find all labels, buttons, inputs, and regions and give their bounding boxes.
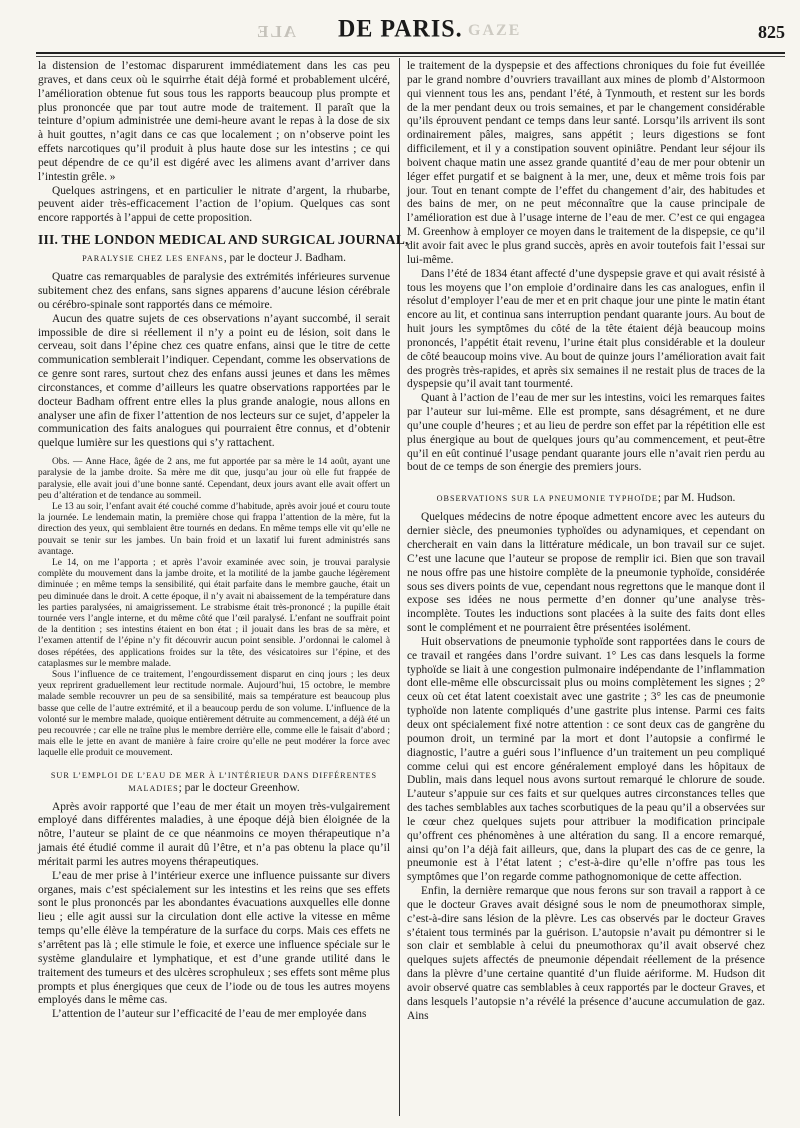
article-title bbox=[38, 769, 390, 795]
paragraph: Quelques médecins de notre époque admettent encore avec les auteurs du dernier siècle, des pneumonies typhoïdes ou adynamiques, et cependant on chercherait en vain dans la littérature médicale, un bon travail sur ce sujet. C’est une lacune que l’auteur se propose de remplir ici. Bien que son travail ne nous offre pas une histoire complète de la pneumonie typhoïde, considérée sous ses divers points de vue, cependant nous regrettons que le manque dont il expose ses idées ne nous permette d’en donner qu’une analyse très-incomplète. Toutes les inductions sont placées à la suite des faits dont elles sont le complément et ne pourraient être présentées isolément. bbox=[407, 511, 765, 635]
header-rule bbox=[36, 52, 785, 54]
running-title: DE PARIS. bbox=[338, 15, 463, 43]
observation-paragraph: Le 14, on me l’apporta ; et après l’avoir examinée avec soin, je trouvai paralysie complète du mouvement dans la jambe droite, et la motilité de la jambe gauche légèrement diminuée ; en même temps la sensibilité, qui était parfaite dans le membre gauche, était un peu diminuée dans le droit. A cette époque, il n’y avait ni abaissement de la température dans les parties paralysées, ni amaigrissement. Le strabisme était très-prononcé ; la pupille était tournée vers l’angle interne, et du même côté que l’œil paralysé. L’enfant ne souffrait point de la dentition ; ses intestins étaient en bon état ; il jouait dans les bras de sa mère, et l’examen attentif de l’épine n’y fit découvrir aucun point sensible. J’ordonnai le calomel à doses répétées, des applications froides sur la tête, des vésicatoires sur l’épine, et des cataplasmes sur le membre malade. bbox=[38, 557, 390, 669]
article-title-text: PARALYSIE CHEZ LES ENFANS bbox=[82, 254, 224, 264]
observation-paragraph: Le 13 au soir, l’enfant avait été couché comme d’habitude, après avoir joué et couru toute la journée. Le lendemain matin, la première chose qui frappa l’attention de la mère, fut la direction des yeux, qui semblaient être tournés en dedans. En même temps elle vit qu’elle ne pouvait se tenir sur les jambes. Un bain froid et un laxatif lui furent administrés sans avantage. bbox=[38, 501, 390, 557]
right-column bbox=[407, 60, 765, 1024]
bleed-through-text-right: GAZE bbox=[468, 22, 522, 39]
paragraph: Dans l’été de 1834 étant affecté d’une dyspepsie grave et qui avait résisté à tous les moyens que l’on emploie d’ordinaire dans les cas analogues, enfin il résolut d’employer l’eau de mer et en prit chaque jour une pinte le matin étant encore au lit, et continua sans interruption pendant quarante jours. Au bout de huit jours les symptômes du côté de la tête étaient déjà beaucoup moins prononcés, l’appétit était revenu, l’urine était plus considérable et la douleur de côté beaucoup moins vive. Au bout de quinze jours l’amélioration avait fait des progrès très-rapides, et après six semaines il ne restait plus de traces de la dyspepsie qu’il avait tant tourmenté. bbox=[407, 267, 765, 391]
paragraph: Quatre cas remarquables de paralysie des extrémités inférieures survenue subitement chez des enfans, sans signes apparens d’aucune lésion cérébrale ou cérébro-spinale sont rapportés dans ce mémoire. bbox=[38, 271, 390, 311]
observation-paragraph: Obs. — Anne Hace, âgée de 2 ans, me fut apportée par sa mère le 14 août, ayant une paralysie de la jambe droite. Sa mère me dit que, jusqu’au jour où elle fut frappée de paralysie, elle avait joui d’une bonne santé. Cependant, deux jours avant elle avait offert un peu d’altération et de tendance au sommeil. bbox=[38, 457, 390, 501]
paragraph: L’eau de mer prise à l’intérieur exerce une influence puissante sur divers organes, mais c’est spécialement sur les intestins et les reins que ses effets sont le plus prononcés par les abondantes évacuations auxquelles elle donne lieu ; elle agit aussi sur la circulation dont elle active la vitesse en même temps qu’elle élève la température de la surface du corps. Mais ces effets ne s’arrêtent pas là ; elle stimule le foie, et exerce une influence spéciale sur le système glandulaire et lymphatique, et est d’une grande utilité dans le traitement des tumeurs et des ulcères scrophuleux ; ses effets sont même plus prompts et plus énergiques que ceux de l’iode ou de tous les autres moyens employés dans le même cas. bbox=[38, 869, 390, 1007]
paragraph: Quelques astringens, et en particulier le nitrate d’argent, la rhubarbe, peuvent aider très-efficacement l’action de l’opium. Quelques cas sont encore rapportés à l’appui de cette proposition. bbox=[38, 184, 390, 225]
paragraph: Huit observations de pneumonie typhoïde sont rapportées dans le cours de ce travail et rangées dans l’ordre suivant. 1° Les cas dans lesquels la forme typhoïde se liait à une congestion pulmonaire indépendante de l’inflammation dont elle-même elle obscurcissait plus ou moins complètement les signes ; 2° ceux où cet état latent coexistait avec une gastrite ; 3° les cas de pneumonie typhoïde non latente compliqués d’une gastrite plus intense. Parmi ces faits deux ont spécialement fixé notre attention : ce sont deux cas de gangrène du poumon droit, un terminé par la mort et dont l’autopsie a confirmé le diagnostic, l’autre a guéri sous l’influence d’un traitement un peu compliqué comme celui qui est encore généralement employé dans les hôpitaux de Dublin, mais dans lequel nous avons surtout remarqué le chlorure de soude. L’auteur s’appuie sur ces faits et sur quelques autres circonstances telles que des taches semblables aux taches scorbutiques de la peau qu’il a observées sur le cœur chez quelques sujets pour attribuer la modification principale qu’offrent ces phénomènes à une altération du sang. Il a encore remarqué, ainsi qu’on l’a déjà fait ailleurs, que, dans la plupart des cas de ce genre, la pneumonie est à l’état latent ; c’est-à-dire qu’elle n’offre pas tous les symptômes que l’on regarde comme pathognomonique de cette affection. bbox=[407, 635, 765, 884]
article-title bbox=[407, 492, 765, 505]
article-title bbox=[38, 252, 390, 265]
paragraph: L’attention de l’auteur sur l’efficacité de l’eau de mer employée dans bbox=[52, 1008, 367, 1021]
article-author: , par le docteur J. Badham. bbox=[223, 252, 346, 265]
journal-heading: III. THE LONDON MEDICAL AND SURGICAL JOURNAL, bbox=[38, 232, 409, 248]
paragraph: Enfin, la dernière remarque que nous ferons sur son travail a rapport à ce que le docteur Graves avait désigné sous le nom de pneumothorax simple, c’est-à-dire sans lésion de la plèvre. Les cas observés par le docteur Graves s’étaient tous terminés par la guérison. L’autopsie n’avait pu démontrer si le son clair et semblable à celui du pneumothorax qu’il avait observé chez quelques sujets affectés de pneumonie dépendait réellement de la présence dans la plèvre d’une certaine quantité d’un fluide aériforme. M. Hudson dit avoir observé quatre cas semblables à ceux rapportés par le docteur Graves, et dans lesquels l’autopsie n’a révélé la présence d’aucune accumulation de gaz. Ains bbox=[407, 885, 765, 1022]
observation-paragraph: Sous l’influence de ce traitement, l’engourdissement disparut en cinq jours ; les deux yeux reprirent graduellement leur rectitude normale. Aujourd’hui, 15 octobre, le membre malade semble recouvrer un peu de sa sensibilité, mais sa température est beaucoup plus basse que celle de l’autre extrémité, et il a beaucoup perdu de son volume. L’influence de la volonté sur le membre malade, quoique entièrement détruite au commencement, a déjà été un peu recouvrée ; car elle ne traîne plus le membre derrière elle, comme elle le faisait d’abord ; mais elle le jette en avant de manière à faire croire qu’elle ne peut modérer la force avec laquelle elle produit ce mouvement. bbox=[38, 669, 390, 759]
paragraph: la distension de l’estomac disparurent immédiatement dans les cas peu graves, et dans ceux où le squirrhe était déjà formé et probablement ulcéré, l’amélioration obtenue fut sous tous les rapports beaucoup plus prompte et plus prononcée que par tout autre mode de traitement. Il paraît que la teinture d’opium administrée une demi-heure avant le repas à la dose de six à huit gouttes, n’agit dans ce cas que localement ; on n’observe point les effets narcotiques qu’il produit à plus haute dose sur les intestins ; ce qui peut dépendre de ce qu’il est digéré avec les alimens avant d’arriver dans l’intestin grêle. » bbox=[38, 60, 390, 183]
article-title-text: OBSERVATIONS SUR LA PNEUMONIE TYPHOÏDE bbox=[436, 494, 658, 504]
paragraph: Aucun des quatre sujets de ces observations n’ayant succombé, il serait impossible de dire si réellement il n’y a point eu de lésion, soit dans le cerveau, soit dans l’épine chez ces quatre enfans, ainsi que le titre de cette communication semblerait l’indiquer. Cependant, comme les observations de ce genre sont rares, surtout chez des enfans aussi jeunes et dans les mêmes circonstances, et comme d’ailleurs les quatre observations rapportées par le docteur Badham offrent entre elles la plus grande analogie, nous allons en analyser une afin de fixer l’attention de nos lecteurs sur ce sujet, d’appeler la communication des faits analogues qui pourraient être connus, et d’obtenir quelque lumière sur les questions qui s’y rattachent. bbox=[38, 312, 390, 450]
paragraph: Après avoir rapporté que l’eau de mer était un moyen très-vulgairement employé dans différentes maladies, à une époque déjà bien éloignée de la nôtre, l’auteur se plaint de ce que néanmoins ce moyen thérapeutique n’a jamais été étudié comme il aurait dû l’être, et n’a pas obtenu la place qu’il méritait parmi les autres moyens thérapeutiques. bbox=[38, 800, 390, 868]
article-author: ; par le docteur Greenhow. bbox=[178, 781, 300, 794]
column-divider bbox=[399, 58, 400, 1116]
page-number: 825 bbox=[758, 22, 785, 42]
page-header bbox=[0, 0, 800, 50]
bleed-through-text-left: ALE bbox=[255, 22, 296, 41]
article-title-text: SUR L’EMPLOI DE L’EAU DE MER À L’INTÉRIEUR DANS DIFFÉRENTES MALADIES bbox=[50, 770, 378, 793]
left-column bbox=[38, 60, 409, 1022]
article-author: ; par M. Hudson. bbox=[657, 492, 736, 505]
paragraph: le traitement de la dyspepsie et des affections chroniques du foie fut éveillée par le grand nombre d’ouvriers travaillant aux mines de plomb d’Alstormoon qui viennent tous les ans, pendant l’été, à Tynmouth, et restent sur les bords de la mer pendant deux ou trois semaines, et par le changement considérable qu’ils éprouvent pendant ce temps dans leur santé. Lorsqu’ils arrivent ils sont ordinairement pâles, maigres, sans appétit ; leurs digestions se font difficilement, et il y a constipation souvent opiniâtre. Pendant leur séjour ils boivent chaque matin une assez grande quantité d’eau de mer pour obtenir un léger effet purgatif et se baignent à la mer, une, deux et même trois fois par jour. Tout en tenant compte de l’effet du changement d’air, des habitudes et des bains de mer, on ne peut méconnaître que la cause principale de l’amélioration est due à l’usage interne de l’eau de mer. C’est ce qui engagea M. Greenhow à employer ce moyen dans le traitement de la dispepsie, ce qu’il dit avoir fait avec le plus grand succès, après en avoir toutefois fait l’essai sur lui-même. bbox=[407, 60, 765, 266]
paragraph: Quant à l’action de l’eau de mer sur les intestins, voici les remarques faites par l’auteur sur lui-même. Elle est prompte, sans désagrément, et ne dure qu’une couple d’heures ; et au lieu de perdre son effet par la répétition elle est plus énergique au bout de quelques jours qu’au commencement, et peut-être qu’il en eût continué l’usage pendant quarante jours elle n’avait rien perdu au bout de ce temps de son énergie des premiers jours. bbox=[407, 392, 765, 474]
header-rule-thin bbox=[36, 56, 785, 57]
